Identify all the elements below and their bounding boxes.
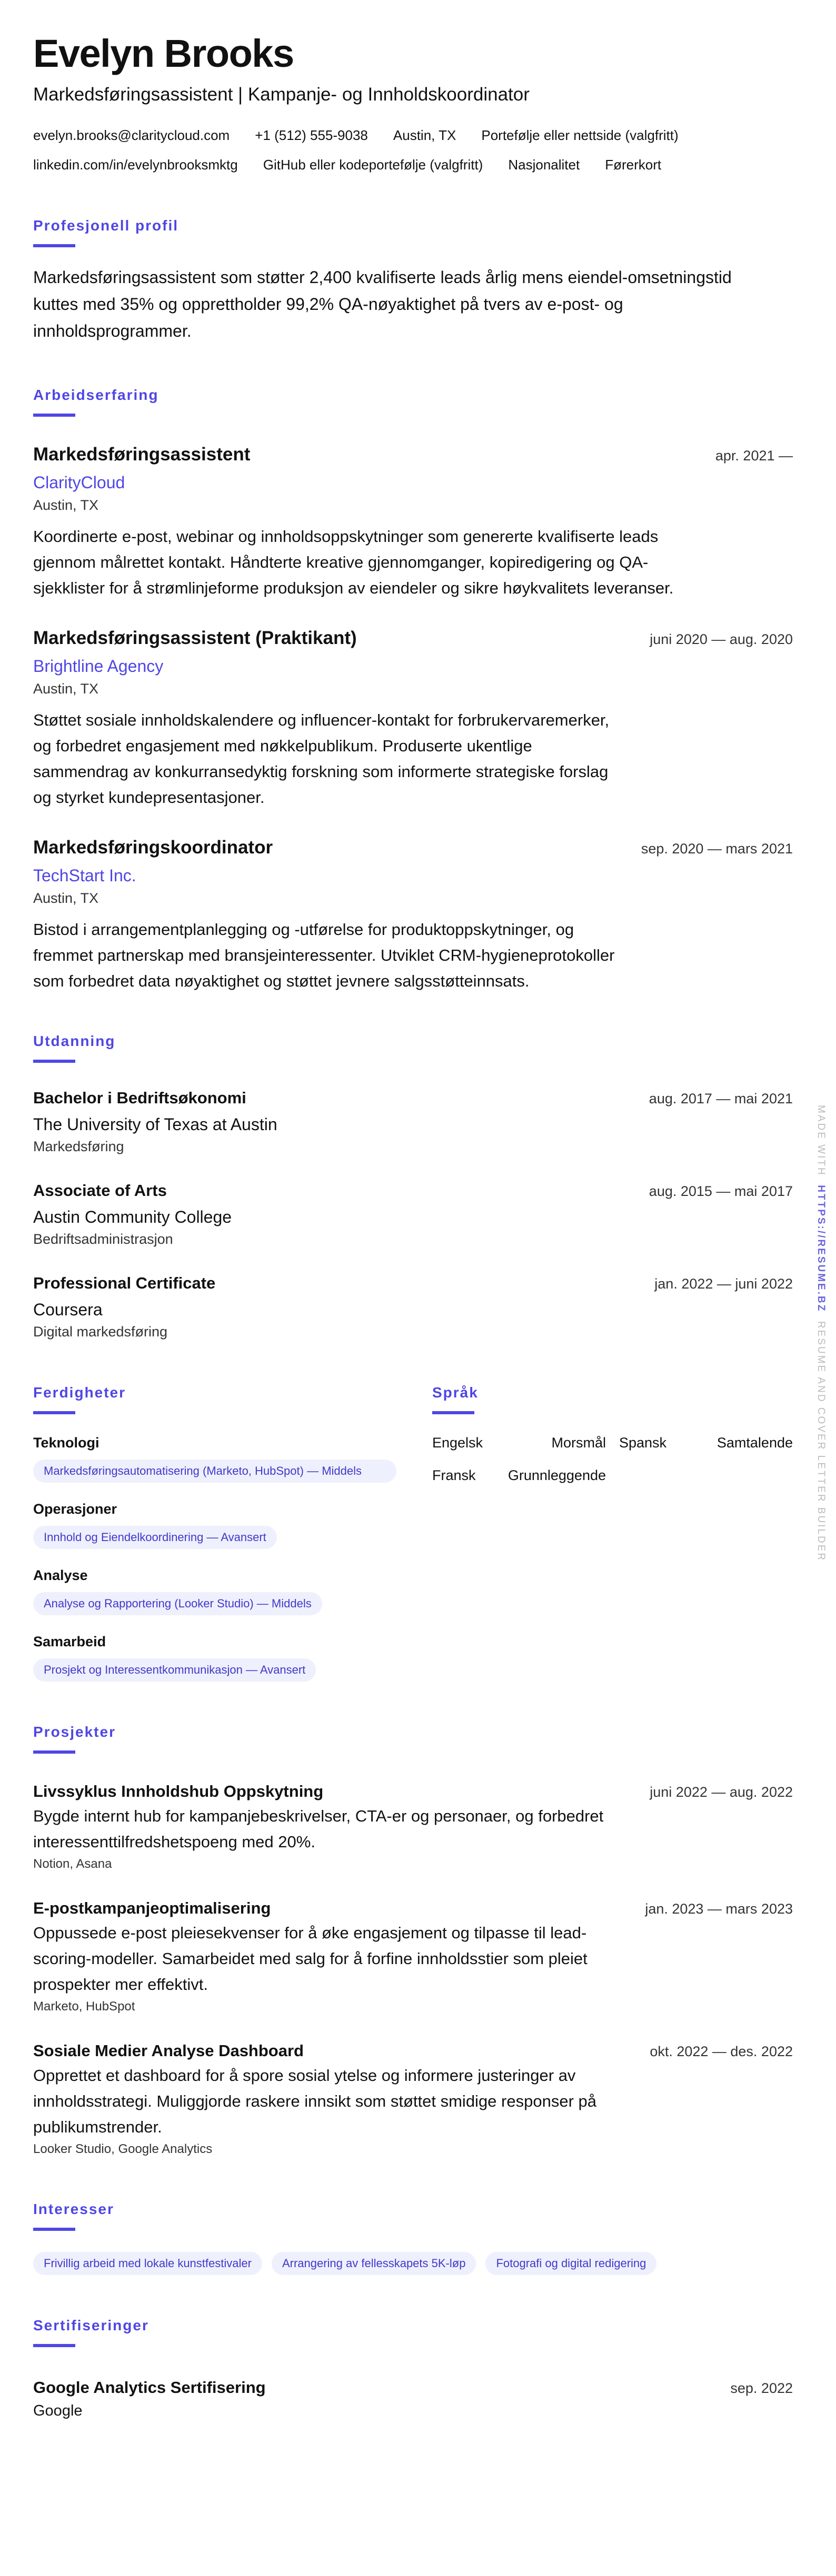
skill-category: Operasjoner: [33, 1501, 117, 1517]
section-heading: Arbeidserfaring: [33, 387, 159, 403]
job-description: Støttet sosiale innholdskalendere og influencer-kontakt for forbrukervaremerker, og forbedret engasjement med nøkkelpublikum. Produserte ukentlige sammendrag av konkurransedyktig forskning som informerte strategiske forslag og styrket kundepresentasjoner.: [33, 711, 610, 807]
job-entry: [33, 442, 793, 601]
experience-section: [33, 385, 793, 994]
watermark-link[interactable]: HTTPS://RESUME.BZ: [815, 1185, 827, 1313]
job-date: apr. 2021 —: [715, 448, 793, 464]
school: Coursera: [33, 1300, 103, 1319]
language-item: [432, 1432, 606, 1453]
field-of-study: Markedsføring: [33, 1139, 124, 1154]
project-date: okt. 2022 — des. 2022: [650, 2044, 793, 2059]
resume: [33, 33, 793, 2422]
section-divider: [33, 2344, 75, 2347]
project-description: Bygde internt hub for kampanjebeskrivelser, CTA-er og personaer, og forbedret interessenttilfredshetspoeng med 20%.: [33, 1807, 604, 1851]
section-divider: [33, 1750, 75, 1754]
project-title: Sosiale Medier Analyse Dashboard: [33, 2041, 304, 2060]
project-description: Oppussede e-post pleiesekvenser for å øke engasjement og tilpasse til lead-scoring-modeller. Samarbeidet med salg for å forfine innholdsstier som pleiet prospekter mer effektivt.: [33, 1924, 588, 1994]
interest-pill: Arrangering av fellesskapets 5K-løp: [272, 2252, 476, 2275]
project-date: jan. 2023 — mars 2023: [645, 1901, 793, 1917]
language-level: Samtalende: [716, 1435, 793, 1451]
contact-phone[interactable]: +1 (512) 555-9038: [255, 127, 368, 143]
skill-category: Teknologi: [33, 1435, 99, 1451]
skill-category: Samarbeid: [33, 1634, 106, 1649]
section-heading: Interesser: [33, 2201, 114, 2217]
section-divider: [33, 244, 75, 247]
job-company: Brightline Agency: [33, 657, 164, 676]
language-level: Morsmål: [551, 1435, 606, 1451]
degree: Associate of Arts: [33, 1181, 167, 1200]
certification-title: Google Analytics Sertifisering: [33, 2378, 266, 2397]
skill-category: Analyse: [33, 1567, 88, 1583]
project-entry: [33, 1780, 793, 1874]
skills-section: [33, 1382, 432, 1682]
project-tech: Notion, Asana: [33, 1857, 112, 1871]
projects-section: [33, 1722, 793, 2159]
language-level: Grunnleggende: [507, 1467, 606, 1483]
section-heading: Profesjonell profil: [33, 217, 179, 234]
job-title: Markedsføringsassistent: [33, 444, 251, 465]
field-of-study: Bedriftsadministrasjon: [33, 1231, 173, 1247]
project-title: E-postkampanjeoptimalisering: [33, 1899, 271, 1917]
contact-license: Førerkort: [605, 157, 662, 173]
job-description: Bistod i arrangementplanlegging og -utførelse for produktoppskytninger, og fremmet partnerskap med bransjeinteressenter. Utviklet CRM-hygieneprotokoller som forbedret data nøyaktighet og støttet jevnere salgsstøtteinnsats.: [33, 920, 615, 990]
contact-list: [33, 125, 770, 175]
resume-header: [33, 33, 793, 175]
interest-pill: Frivillig arbeid med lokale kunstfestivaler: [33, 2252, 262, 2275]
education-entry: [33, 1086, 793, 1157]
job-description: Koordinerte e-post, webinar og innholdsoppskytninger som genererte kvalifiserte leads gjennom målrettet kontakt. Håndterte kreative gjennomganger, kopiredigering og QA-sjekklister for å strømlinjeforme produksjon av eiendeler og sikre høykvalitets leveranser.: [33, 527, 674, 597]
project-title: Livssyklus Innholdshub Oppskytning: [33, 1782, 324, 1800]
school: The University of Texas at Austin: [33, 1115, 277, 1134]
job-title: Markedsføringsassistent (Praktikant): [33, 628, 357, 648]
profile-text: Markedsføringsassistent som støtter 2,400 kvalifiserte leads årlig mens eiendel-omsetningstid kuttes med 35% og opprettholder 99,2% QA-nøyaktighet på tvers av e-post- og innholdsprogrammer.: [33, 268, 732, 340]
certification-date: sep. 2022: [730, 2380, 793, 2396]
section-heading: Prosjekter: [33, 1724, 116, 1740]
project-entry: [33, 1897, 793, 2016]
job-title: Markedsføringskoordinator: [33, 837, 273, 858]
project-tech: Looker Studio, Google Analytics: [33, 2142, 213, 2156]
section-divider: [33, 1411, 75, 1414]
language-name: Fransk: [432, 1467, 476, 1483]
language-name: Spansk: [619, 1435, 667, 1451]
job-entry: [33, 626, 793, 810]
interest-list: [33, 2252, 793, 2275]
job-location: Austin, TX: [33, 497, 99, 513]
section-heading: Utdanning: [33, 1033, 116, 1049]
skill-pill: Analyse og Rapportering (Looker Studio) — Middels: [33, 1592, 322, 1615]
project-description: Opprettet et dashboard for å spore sosial ytelse og informere justeringer av innholdsstrategi. Muliggjorde raskere innsikt som støttet smidige responser på publikumstrender.: [33, 2066, 596, 2136]
degree: Professional Certificate: [33, 1274, 216, 1292]
contact-linkedin[interactable]: linkedin.com/in/evelynbrooksmktg: [33, 157, 238, 173]
candidate-headline: Markedsføringsassistent | Kampanje- og Innholdskoordinator: [33, 84, 530, 105]
language-item: [432, 1465, 606, 1486]
language-name: Engelsk: [432, 1435, 483, 1451]
section-heading: Ferdigheter: [33, 1384, 126, 1401]
school: Austin Community College: [33, 1208, 232, 1226]
contact-nationality: Nasjonalitet: [508, 157, 580, 173]
contact-portfolio[interactable]: Portefølje eller nettside (valgfritt): [481, 127, 679, 143]
education-date: jan. 2022 — juni 2022: [654, 1276, 793, 1292]
interests-section: [33, 2199, 793, 2275]
section-divider: [33, 414, 75, 417]
skill-pill: Prosjekt og Interessentkommunikasjon — Avansert: [33, 1658, 316, 1682]
section-heading: Språk: [432, 1384, 479, 1401]
languages-section: [432, 1382, 793, 1682]
section-divider: [432, 1411, 474, 1414]
certification-entry: [33, 2376, 793, 2422]
contact-location: Austin, TX: [393, 127, 456, 143]
watermark-suffix: RESUME AND COVER LETTER BUILDER: [815, 1321, 827, 1562]
section-heading: Sertifiseringer: [33, 2317, 149, 2333]
project-tech: Marketo, HubSpot: [33, 1999, 135, 2014]
job-date: juni 2020 — aug. 2020: [650, 631, 793, 647]
section-divider: [33, 2228, 75, 2231]
builder-watermark: [815, 1105, 827, 1562]
skill-pill: Innhold og Eiendelkoordinering — Avansert: [33, 1526, 277, 1549]
education-section: [33, 1031, 793, 1342]
job-location: Austin, TX: [33, 681, 99, 697]
language-item: [619, 1432, 793, 1453]
education-entry: [33, 1272, 793, 1342]
degree: Bachelor i Bedriftsøkonomi: [33, 1089, 246, 1107]
field-of-study: Digital markedsføring: [33, 1324, 168, 1340]
education-entry: [33, 1179, 793, 1250]
job-entry: [33, 836, 793, 994]
education-date: aug. 2017 — mai 2021: [649, 1091, 793, 1106]
project-entry: [33, 2039, 793, 2159]
language-list: [432, 1432, 793, 1486]
interest-pill: Fotografi og digital redigering: [485, 2252, 656, 2275]
certification-issuer: Google: [33, 2402, 83, 2419]
certifications-section: [33, 2315, 793, 2422]
skills-languages-row: [33, 1382, 793, 1682]
job-date: sep. 2020 — mars 2021: [641, 841, 793, 857]
project-date: juni 2022 — aug. 2022: [650, 1784, 793, 1800]
candidate-name: Evelyn Brooks: [33, 32, 294, 75]
skill-pill: Markedsføringsautomatisering (Marketo, HubSpot) — Middels: [33, 1460, 396, 1483]
profile-section: [33, 215, 793, 345]
job-company: TechStart Inc.: [33, 866, 136, 885]
contact-email[interactable]: evelyn.brooks@claritycloud.com: [33, 127, 230, 143]
watermark-prefix: MADE WITH: [815, 1105, 827, 1176]
education-date: aug. 2015 — mai 2017: [649, 1183, 793, 1199]
job-location: Austin, TX: [33, 890, 99, 906]
section-divider: [33, 1060, 75, 1063]
job-company: ClarityCloud: [33, 473, 125, 492]
contact-github[interactable]: GitHub eller kodeportefølje (valgfritt): [263, 157, 483, 173]
